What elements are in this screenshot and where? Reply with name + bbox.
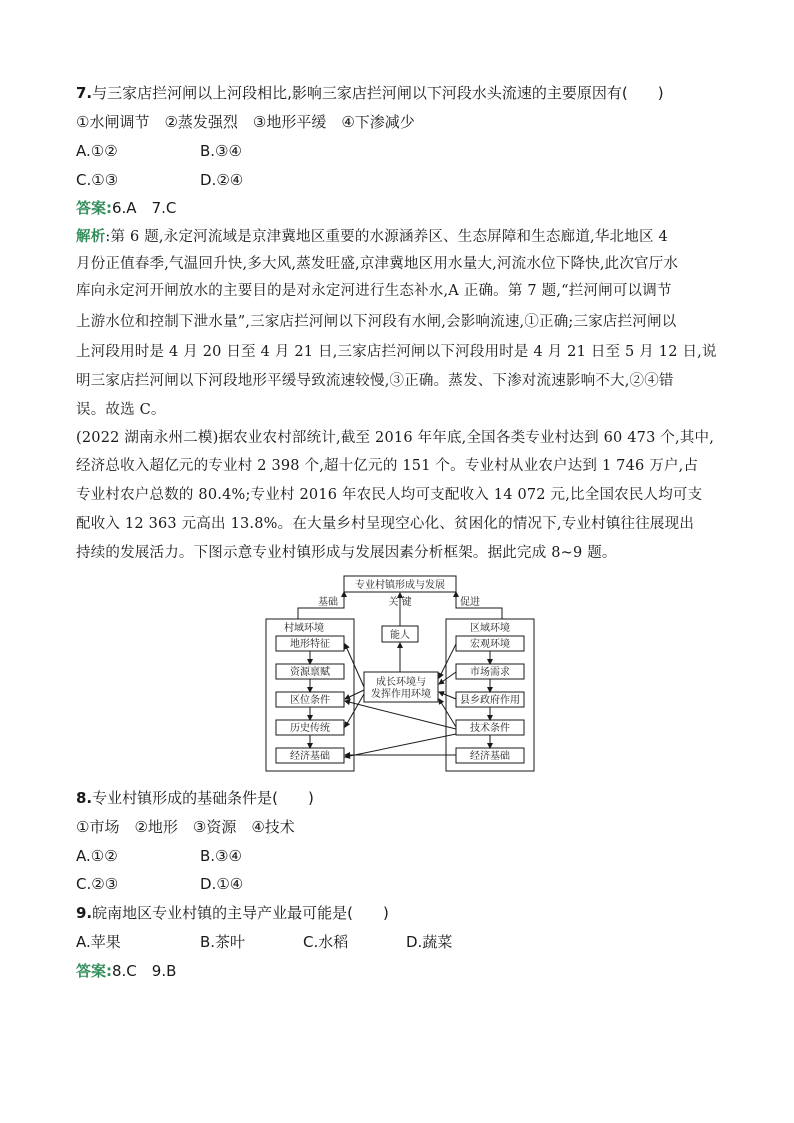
passage-line: 持续的发展活力。下图示意专业村镇形成与发展因素分析框架。据此完成 8~9 题。 xyxy=(76,545,617,561)
option-a[interactable]: A.①② xyxy=(76,847,118,865)
right-item: 宏观环境 xyxy=(470,639,510,650)
question-number: 7. xyxy=(76,84,93,102)
question-9-stem xyxy=(76,903,389,923)
left-item: 区位条件 xyxy=(290,695,330,706)
passage-line: (2022 湖南永州二模)据农业农村部统计,截至 2016 年年底,全国各类专业村达到 60 473 个,其中, xyxy=(76,430,715,446)
option-a[interactable]: A.①② xyxy=(76,142,118,160)
answer-label: 答案: xyxy=(76,199,112,217)
question-7-stem xyxy=(76,83,664,103)
explanation-line: 库向永定河开闸放水的主要目的是对永定河进行生态补水,A 正确。第 7 题,“拦河闸可以调节 xyxy=(76,283,672,299)
label-promote: 促进 xyxy=(460,597,480,608)
explanation-line: 月份正值春季,气温回升快,多大风,蒸发旺盛,京津冀地区用水量大,河流水位下降快,此次官厅水 xyxy=(76,256,679,272)
question-text: 皖南地区专业村镇的主导产业最可能是( ) xyxy=(92,904,389,922)
answer-text: 8.C 9.B xyxy=(112,962,177,980)
center-label-1: 成长环境与 xyxy=(376,677,426,688)
option-d[interactable]: D.蔬菜 xyxy=(406,933,453,951)
left-item: 地形特征 xyxy=(290,639,330,650)
answer-label: 答案: xyxy=(76,962,112,980)
question-8-statements: ①市场 ②地形 ③资源 ④技术 xyxy=(76,818,295,836)
center-label-2: 发挥作用环境 xyxy=(371,689,431,700)
factor-framework-diagram xyxy=(264,574,536,774)
passage-line: 配收入 12 363 元高出 13.8%。在大量乡村呈现空心化、贫困化的情况下,专业村镇往往展现出 xyxy=(76,516,695,532)
option-c[interactable]: C.②③ xyxy=(76,875,119,893)
label-basis: 基础 xyxy=(318,597,338,608)
question-8-stem xyxy=(76,788,314,808)
left-item: 经济基础 xyxy=(290,751,330,762)
option-d[interactable]: D.①④ xyxy=(200,875,244,893)
answer-text: 6.A 7.C xyxy=(112,199,177,217)
option-c[interactable]: C.①③ xyxy=(76,171,119,189)
option-b[interactable]: B.③④ xyxy=(200,847,242,865)
question-number: 8. xyxy=(76,789,93,807)
question-7-statements: ①水闸调节 ②蒸发强烈 ③地形平缓 ④下渗减少 xyxy=(76,113,415,131)
left-item: 历史传统 xyxy=(290,723,330,734)
label-key: 关 键 xyxy=(388,597,412,608)
question-number: 9. xyxy=(76,904,93,922)
right-item: 市场需求 xyxy=(470,667,510,678)
passage-line: 经济总收入超亿元的专业村 2 398 个,超十亿元的 151 个。专业村从业农户达到 1 746 万户,占 xyxy=(76,458,699,474)
passage-source: (2022 湖南永州二模) xyxy=(76,430,219,446)
explanation-line: 解析:第 6 题,永定河流域是京津冀地区重要的水源涵养区、生态屏障和生态廊道,华北地区 4 xyxy=(76,228,668,245)
center-top-label: 能人 xyxy=(390,630,410,641)
option-b[interactable]: B.③④ xyxy=(200,142,242,160)
option-c[interactable]: C.水稻 xyxy=(303,933,349,951)
diagram-title: 专业村镇形成与发展 xyxy=(355,580,445,591)
left-group-title: 村域环境 xyxy=(284,623,324,634)
passage-line: 专业村农户总数的 80.4%;专业村 2016 年农民人均可支配收入 14 072 元,比全国农民人均可支 xyxy=(76,487,703,503)
left-item: 资源禀赋 xyxy=(290,667,330,678)
right-group-title: 区域环境 xyxy=(470,623,510,634)
right-item: 经济基础 xyxy=(470,751,510,762)
explanation-line: 明三家店拦河闸以下河段地形平缓导致流速较慢,③正确。蒸发、下渗对流速影响不大,②④错 xyxy=(76,373,674,389)
right-item: 技术条件 xyxy=(470,723,510,734)
question-text: 专业村镇形成的基础条件是( ) xyxy=(92,789,314,807)
question-text: 与三家店拦河闸以上河段相比,影响三家店拦河闸以下河段水头流速的主要原因有( ) xyxy=(92,84,664,102)
explanation-label: 解析 xyxy=(76,228,106,245)
explanation-line: 上河段用时是 4 月 20 日至 4 月 21 日,三家店拦河闸以下河段用时是 4 月 21 日至 5 月 12 日,说 xyxy=(76,344,717,360)
right-item: 县乡政府作用 xyxy=(460,695,520,706)
option-b[interactable]: B.茶叶 xyxy=(200,933,246,951)
explanation-line: 上游水位和控制下泄水量”,三家店拦河闸以下河段有水闸,会影响流速,①正确;三家店拦河闸以 xyxy=(76,314,677,330)
answer-line-1 xyxy=(76,198,176,218)
answer-line-2 xyxy=(76,961,176,981)
option-a[interactable]: A.苹果 xyxy=(76,933,121,951)
explanation-line: 误。故选 C。 xyxy=(76,402,166,418)
option-d[interactable]: D.②④ xyxy=(200,171,244,189)
